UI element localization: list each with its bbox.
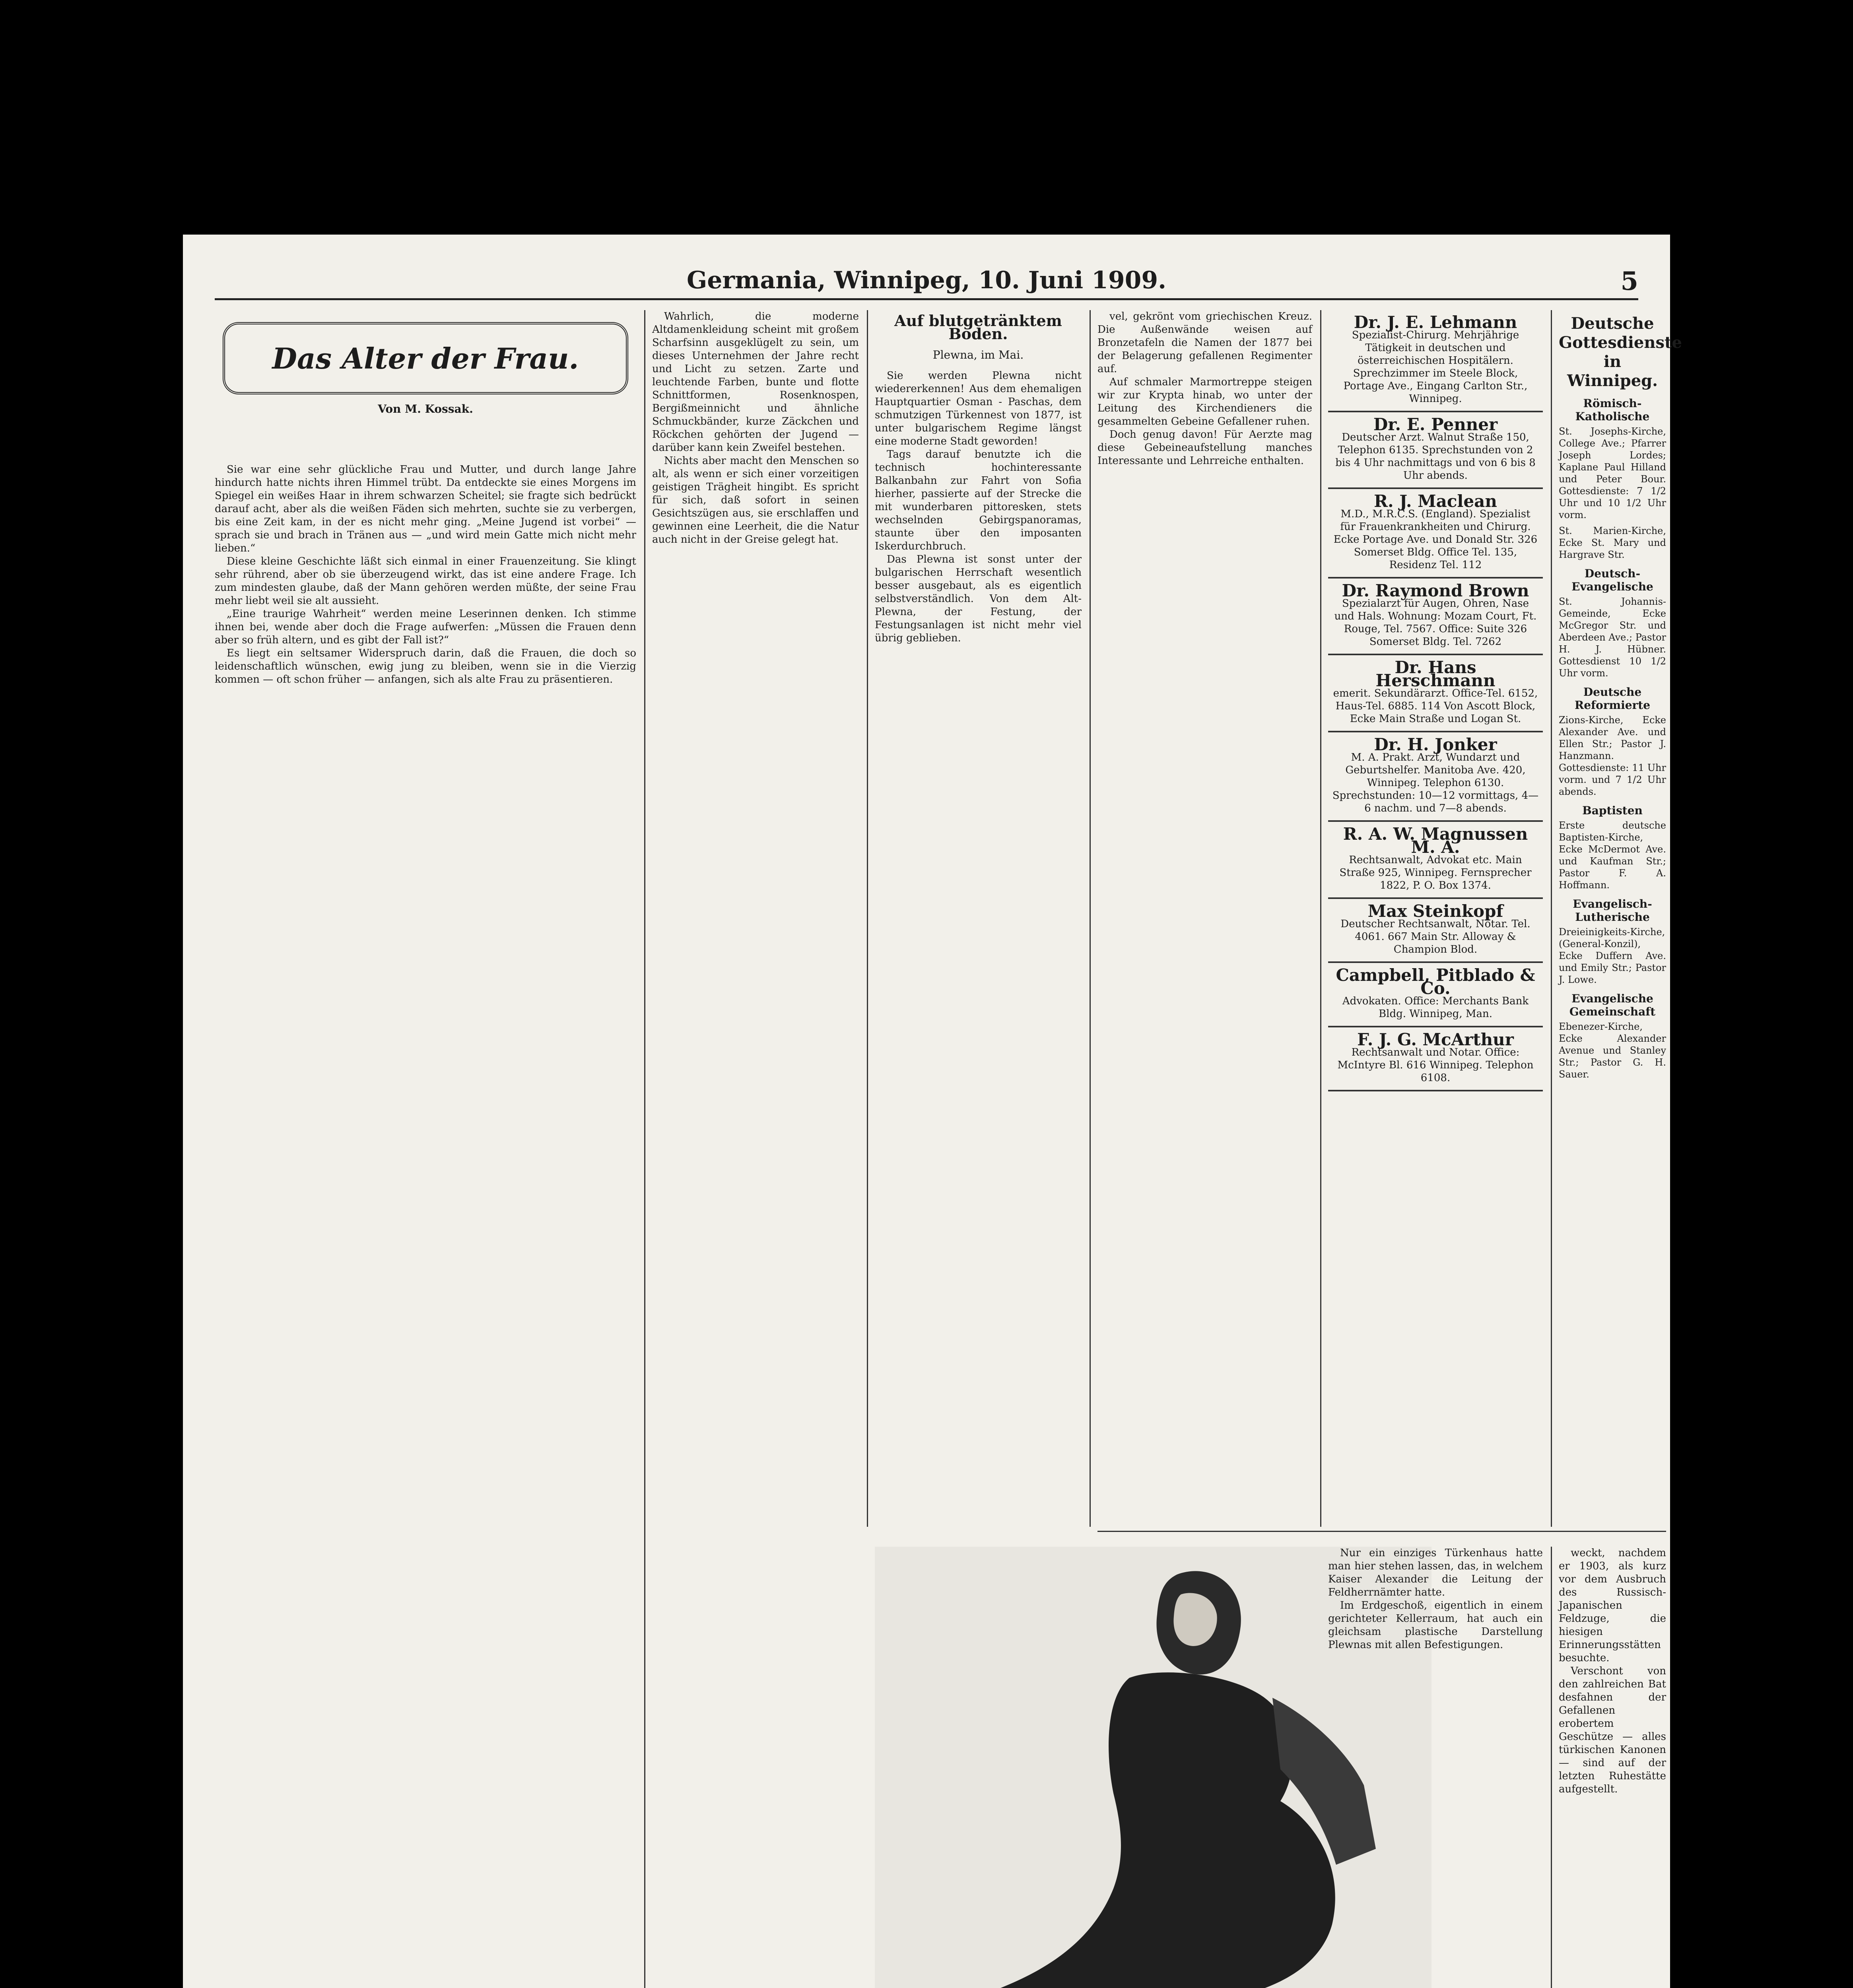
masthead-title: Germania, Winnipeg, 10. Juni 1909. xyxy=(687,266,1166,294)
article-paragraph: Es liegt ein seltsamer Widerspruch darin, daß die Frauen, die doch so leidenschaftlich wünschen, ewig jung zu bleiben, wenn sie in die Vierzig kommen — oft schon früher — anfangen, sich als alte Frau zu präsentieren. xyxy=(215,647,636,685)
ad-text: Spezialarzt für Augen, Ohren, Nase und Hals. Wohnung: Mozam Court, Ft. Rouge, Tel. 7567. Office: Suite 326 Somerset Bldg. Tel. 7262 xyxy=(1334,598,1537,648)
column-rule xyxy=(644,310,645,1988)
ads-column xyxy=(1328,310,1543,1527)
church-section-title: Deutsche Reformierte xyxy=(1574,685,1651,712)
advertisement xyxy=(1328,579,1543,655)
ad-text: emerit. Sekundärarzt. Office-Tel. 6152, Haus-Tel. 6885. 114 Von Ascott Block, Ecke Main Straße und Logan St. xyxy=(1333,687,1538,725)
ad-name: F. J. G. McArthur xyxy=(1357,1030,1514,1049)
ad-text: Spezialist-Chirurg. Mehrjährige Tätigkeit in deutschen und österreichischen Hospitälern. Sprechzimmer im Steele Block, Portage Ave., Eingang Carlton Str., Winnipeg. xyxy=(1343,329,1528,405)
ad-text: Rechtsanwalt und Notar. Office: McIntyre Bl. 616 Winnipeg. Telephon 6108. xyxy=(1337,1046,1534,1084)
ad-text: Deutscher Rechtsanwalt, Notar. Tel. 4061. 667 Main Str. Alloway & Champion Blod. xyxy=(1340,918,1531,955)
church-entry: Erste deutsche Baptisten-Kirche, Ecke McDermot Ave. und Kaufman Str.; Pastor F. A. Hoffmann. xyxy=(1559,820,1666,891)
church-section-title: Evangelisch-Lutherische xyxy=(1573,897,1652,924)
article-paragraph: Nur ein einziges Türkenhaus hatte man hier stehen lassen, das, in welchem Kaiser Alexander die Leitung der Feldherrnämter hatte. xyxy=(1328,1547,1543,1598)
church-section-title: Evangelische Gemeinschaft xyxy=(1569,992,1656,1018)
article-paragraph: Doch genug davon! Für Aerzte mag diese Gebeineaufstellung manches Interessante und Lehrreiche enthalten. xyxy=(1097,429,1312,467)
church-section-title: Baptisten xyxy=(1582,804,1643,817)
newspaper-page xyxy=(183,235,1682,1988)
ad-name: Dr. J. E. Lehmann xyxy=(1354,313,1517,332)
page-number: 5 xyxy=(1620,266,1638,296)
article-paragraph: Sie war eine sehr glückliche Frau und Mutter, und durch lange Jahre hindurch hatte nichts ihren Himmel trübt. Da entdeckte sie eines Morgens im Spiegel ein weißes Haar in ihrem schwarzen Scheitel; sie fragte sich bedrückt darauf acht, aber als die weißen Fäden sich mehrten, suchte sie zu verbergen, bis eine Zeit kam, in der es nicht mehr ging. „Meine Jugend ist vorbei“ — sprach sie und brach in Tränen aus — „und wird mein Gatte mich nicht mehr lieben.“ xyxy=(215,464,636,554)
article-paragraph: „Eine traurige Wahrheit“ werden meine Leserinnen denken. Ich stimme ihnen bei, wende aber doch die Frage aufwerfen: „Müssen die Frauen denn aber so früh altern, und es gibt der Fall ist?“ xyxy=(215,608,636,646)
advertisement xyxy=(1328,899,1543,963)
advertisement xyxy=(1328,412,1543,489)
ad-name: R. J. Maclean xyxy=(1374,491,1497,511)
church-section-title: Römisch-Katholische xyxy=(1575,397,1650,423)
article-paragraph: Das Plewna ist sonst unter der bulgarischen Herrschaft wesentlich besser ausgebaut, als es eigentlich selbstverständlich. Von dem Alt-Plewna, der Festung, der Festungsanlagen ist nicht mehr viel übrig geblieben. xyxy=(875,553,1082,644)
column-rule xyxy=(1090,310,1091,1527)
ad-name: Dr. E. Penner xyxy=(1373,415,1498,434)
church-heading: Deutsche Gottesdienste in Winnipeg. xyxy=(1559,314,1682,390)
article-paragraph: Wahrlich, die moderne Altdamenkleidung scheint mit großem Scharfsinn ausgeklügelt zu sein, um dieses Unternehmen der Jahre recht und Licht zu setzen. Zarte und leuchtende Farben, bunte und flotte Schnittformen, Rosenknospen, Bergißmeinnicht und ähnliche Schmuckbänder, kurze Zäckchen und Röckchen gehörten der Jugend — darüber kann kein Zweifel bestehen. xyxy=(652,311,859,454)
column-4 xyxy=(1097,310,1312,1527)
article-title: Das Alter der Frau. xyxy=(272,341,579,375)
article-paragraph: Auf schmaler Marmortreppe steigen wir zur Krypta hinab, wo unter der Leitung des Kirchendieners die gesammelten Gebeine Gefallener ruhen. xyxy=(1097,376,1312,427)
ad-text: M.D., M.R.C.S. (England). Spezialist für Frauenkrankheiten und Chirurg. Ecke Portage Ave. und Donald Str. 326 Somerset Bldg. Office Tel. 135, Residenz Tel. 112 xyxy=(1333,508,1538,571)
column-rule xyxy=(867,310,868,1527)
church-entry: Dreieinigkeits-Kirche, (General-Konzil), Ecke Duffern Ave. und Emily Str.; Pastor J. Lowe. xyxy=(1559,926,1666,985)
article-paragraph: weckt, nachdem er 1903, als kurz vor dem Ausbruch des Russisch-Japanischen Feldzuge, die hiesigen Erinnerungsstätten besuchte. xyxy=(1559,1547,1666,1664)
advertisement xyxy=(1328,310,1543,412)
article-paragraph: Verschont von den zahlreichen Bat desfahnen der Gefallenen erobertem Geschütze — alles türkischen Kanonen — sind auf der letzten Ruhestätte aufgestellt. xyxy=(1559,1665,1666,1795)
advertisement xyxy=(1328,963,1543,1027)
ad-text: Rechtsanwalt, Advokat etc. Main Straße 925, Winnipeg. Fernsprecher 1822, P. O. Box 1374. xyxy=(1339,854,1532,891)
advertisement xyxy=(1328,1027,1543,1091)
article-heading xyxy=(223,322,628,394)
article-paragraph: Tags darauf benutzte ich die technisch hochinteressante Balkanbahn zur Fahrt von Sofia hierher, passierte auf der Strecke die mit wunderbaren pittoresken, stets wechselnden Gebirgspanoramas, staunte über den imposanten Iskerdurchbruch. xyxy=(875,448,1082,552)
advertisement xyxy=(1328,822,1543,899)
article-dateline: Plewna, im Mai. xyxy=(932,348,1024,361)
ad-name: R. A. W. Magnussen M. A. xyxy=(1343,824,1528,857)
column-3 xyxy=(875,310,1082,1527)
advertisement xyxy=(1328,655,1543,732)
advertisement xyxy=(1328,489,1543,579)
column-rule xyxy=(1551,1547,1552,1988)
advertisement xyxy=(1328,732,1543,822)
ad-text: M. A. Prakt. Arzt, Wundarzt und Geburtshelfer. Manitoba Ave. 420, Winnipeg. Telephon 6130. Sprechstunden: 10—12 vormittags, 4—6 nachm. und 7—8 abends. xyxy=(1332,751,1539,814)
section-rule xyxy=(1097,1531,1666,1532)
column-6-bottom xyxy=(1559,1547,1666,1988)
church-entry: St. Johannis-Gemeinde, Ecke McGregor Str. und Aberdeen Ave.; Pastor H. J. Hübner. Gottesdienst 10 1/2 Uhr vorm. xyxy=(1559,596,1666,679)
column-2 xyxy=(652,310,859,1662)
church-entry: St. Marien-Kirche, Ecke St. Mary und Hargrave Str. xyxy=(1559,525,1666,560)
article-paragraph: Im Erdgeschoß, eigentlich in einem gerichteter Kellerraum, hat auch ein gleichsam plastische Darstellung Plewnas mit allen Befestigungen. xyxy=(1328,1600,1543,1651)
ad-text: Deutscher Arzt. Walnut Straße 150, Telephon 6135. Sprechstunden von 2 bis 4 Uhr nachmittags und von 6 bis 8 Uhr abends. xyxy=(1335,431,1536,481)
article-paragraph: Diese kleine Geschichte läßt sich einmal in einer Frauenzeitung. Sie klingt sehr rührend, aber ob sie überzeugend wirkt, das ist eine andere Frage. Ich zum mindesten glaube, daß der Mann gehören werden müßte, der seine Frau mehr liebt weil sie alt aussieht. xyxy=(215,555,636,607)
ad-text: Advokaten. Office: Merchants Bank Bldg. Winnipeg, Man. xyxy=(1342,995,1529,1020)
article-paragraph: Nichts aber macht den Menschen so alt, als wenn er sich einer vorzeitigen geistigen Trägheit hingibt. Es spricht für sich, daß sofort in seinen Gesichtszügen aus, sie erschlaffen und gewinnen eine Leerheit, die die Natur auch nicht in der Greise gelegt hat. xyxy=(652,455,859,546)
ad-name: Dr. Raymond Brown xyxy=(1342,581,1529,600)
column-rule xyxy=(1551,310,1552,1527)
ad-name: Dr. Hans Herschmann xyxy=(1375,658,1496,690)
ad-name: Dr. H. Jonker xyxy=(1374,735,1497,754)
masthead xyxy=(215,262,1638,300)
article-title: Auf blutgetränktem Boden. xyxy=(894,312,1062,343)
article-paragraph: vel, gekrönt vom griechischen Kreuz. Die Außenwände weisen auf Bronzetafeln die Namen der 1877 bei der Belagerung gefallenen Regimenter auf. xyxy=(1097,311,1312,375)
church-entry: Ebenezer-Kirche, Ecke Alexander Avenue und Stanley Str.; Pastor G. H. Sauer. xyxy=(1559,1021,1666,1080)
ad-name: Max Steinkopf xyxy=(1367,901,1503,921)
article-byline: Von M. Kossak. xyxy=(378,402,473,415)
column-rule xyxy=(1320,310,1321,1527)
column-5-bottom xyxy=(1328,1547,1543,1988)
church-entry: St. Josephs-Kirche, College Ave.; Pfarrer Joseph Lordes; Kaplane Paul Hilland und Peter Bour. Gottesdienste: 7 1/2 Uhr und 10 1/2 Uhr vorm. xyxy=(1559,426,1666,520)
church-directory xyxy=(1559,310,1682,1527)
church-section-title: Deutsch-Evangelische xyxy=(1571,567,1653,593)
ad-name: Campbell, Pitblado & Co. xyxy=(1336,965,1535,998)
column-1 xyxy=(215,310,636,1988)
article-paragraph: Sie werden Plewna nicht wiedererkennen! Aus dem ehemaligen Hauptquartier Osman - Paschas, dem schmutzigen Türkennest von 1877, ist unter bulgarischem Regime längst eine moderne Stadt geworden! xyxy=(875,370,1082,447)
church-entry: Zions-Kirche, Ecke Alexander Ave. und Ellen Str.; Pastor J. Hanzmann. Gottesdienste: 11 Uhr vorm. und 7 1/2 Uhr abends. xyxy=(1559,714,1666,797)
